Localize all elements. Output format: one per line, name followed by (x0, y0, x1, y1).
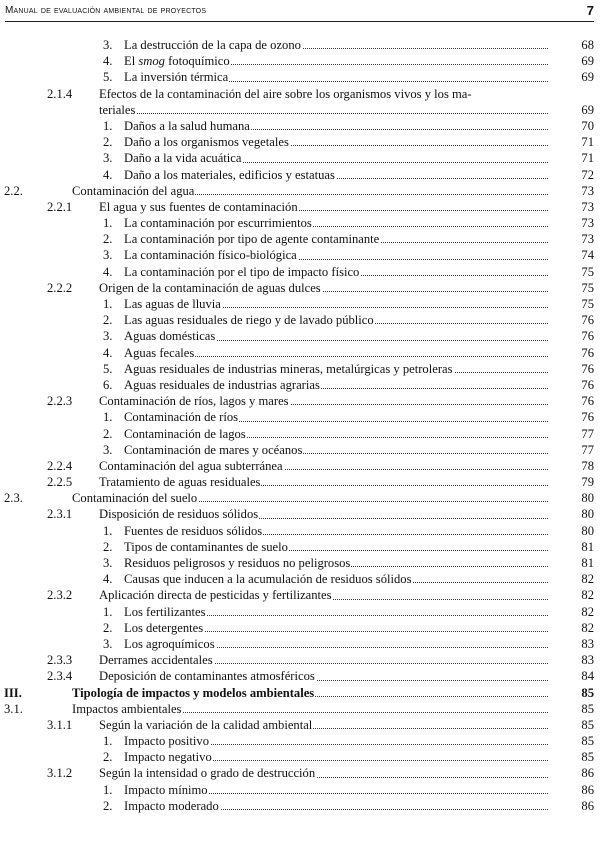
toc-entry-number: 2.3.1 (47, 507, 73, 522)
toc-entry (0, 798, 600, 814)
toc-entry-label: La contaminación por el tipo de impacto físico (124, 264, 550, 280)
toc-entry-label: Los agroquímicos (124, 636, 550, 652)
toc-entry-label: Residuos peligrosos y residuos no peligrosos (124, 555, 550, 571)
toc-entry (0, 668, 600, 684)
toc-entry-page: 84 (581, 669, 594, 684)
toc-entry-label: Impacto negativo (124, 749, 550, 765)
toc-entry (0, 361, 600, 377)
toc-entry (0, 393, 600, 409)
toc-entry-number: 2.2.4 (47, 458, 73, 473)
toc-entry-label: Según la intensidad o grado de destrucción (99, 765, 550, 781)
toc-entry (0, 102, 600, 118)
toc-entry-label: Impacto positivo (124, 733, 550, 749)
toc-entry (0, 377, 600, 393)
toc-entry-page: 80 (581, 491, 594, 506)
toc-entry (0, 328, 600, 344)
toc-entry-number: 2.3.3 (47, 653, 73, 668)
toc-entry-page: 76 (581, 410, 594, 425)
toc-entry-number: 2.3. (4, 491, 23, 506)
toc-entry-page: 74 (581, 248, 594, 263)
toc-entry-page: 77 (581, 426, 594, 441)
toc-entry-number: 3. (103, 248, 113, 263)
toc-entry-label: Aguas residuales de industrias agrarias (124, 377, 550, 393)
toc-entry (0, 118, 600, 134)
toc-entry-label: Contaminación del suelo (72, 490, 550, 506)
toc-entry-label: Contaminación de ríos, lagos y mares (99, 393, 550, 409)
toc-entry (0, 685, 600, 701)
toc-entry-page: 76 (581, 345, 594, 360)
toc-entry-label: Contaminación de mares y océanos (124, 442, 550, 458)
toc-entry-number: 3.1. (4, 701, 23, 716)
toc-entry-page: 71 (581, 135, 594, 150)
toc-entry (0, 86, 600, 102)
toc-entry (0, 701, 600, 717)
toc-entry-label: Tipología de impactos y modelos ambientales (72, 685, 550, 701)
toc-entry (0, 264, 600, 280)
toc-entry-number: 2. (103, 750, 113, 765)
toc-entry-page: 72 (581, 167, 594, 182)
toc-entry-number: 2. (103, 620, 113, 635)
toc-entry-label: Impacto mínimo (124, 782, 550, 798)
toc-entry-page: 79 (581, 475, 594, 490)
toc-entry-page: 73 (581, 199, 594, 214)
toc-entry (0, 183, 600, 199)
toc-entry-number: 2. (103, 135, 113, 150)
toc-entry-number: 2.2.2 (47, 280, 73, 295)
toc-entry-number: 4. (103, 345, 113, 360)
toc-entry (0, 426, 600, 442)
toc-entry-page: 83 (581, 653, 594, 668)
toc-entry-page: 78 (581, 458, 594, 473)
toc-entry-label: Contaminación de ríos (124, 409, 550, 425)
toc-entry-number: 4. (103, 167, 113, 182)
toc-entry-page: 75 (581, 264, 594, 279)
toc-entry-label: Efectos de la contaminación del aire sobre los organismos vivos y los ma- (99, 86, 472, 101)
toc-entry-label: teriales (99, 102, 550, 118)
toc-entry-page: 86 (581, 766, 594, 781)
running-title: Manual de evaluación ambiental de proyectos (5, 5, 207, 16)
toc-entry (0, 652, 600, 668)
toc-entry-number: 5. (103, 361, 113, 376)
toc-entry (0, 506, 600, 522)
toc-entry-number: 2. (103, 313, 113, 328)
toc-entry-label: El agua y sus fuentes de contaminación (99, 199, 550, 215)
toc-entry-label: La destrucción de la capa de ozono (124, 37, 550, 53)
toc-entry-page: 76 (581, 394, 594, 409)
toc-entry-page: 73 (581, 232, 594, 247)
toc-entry-page: 76 (581, 377, 594, 392)
toc-entry (0, 37, 600, 53)
toc-entry-number: 3. (103, 442, 113, 457)
toc-entry-label: Las aguas de lluvia (124, 296, 550, 312)
toc-entry-number: 2. (103, 232, 113, 247)
toc-entry-number: 1. (103, 523, 113, 538)
toc-entry-number: 1. (103, 216, 113, 231)
toc-entry-page: 85 (581, 734, 594, 749)
toc-entry-label: Según la variación de la calidad ambiental (99, 717, 550, 733)
toc-entry-number: 1. (103, 410, 113, 425)
toc-entry-page: 69 (581, 54, 594, 69)
toc-entry-number: 3. (103, 556, 113, 570)
toc-entry-page: 80 (581, 523, 594, 538)
toc-entry-number: 2.2.5 (47, 475, 73, 490)
toc-entry-label: Contaminación de lagos (124, 426, 550, 442)
toc-entry (0, 409, 600, 425)
toc-entry-page: 81 (581, 556, 594, 570)
toc-entry-page: 82 (581, 588, 594, 603)
toc-entry-number: 2. (103, 798, 113, 813)
toc-entry-label: Causas que inducen a la acumulación de residuos sólidos (124, 571, 550, 587)
toc-entry-number: 3.1.1 (47, 717, 73, 732)
toc-entry-number: 2.3.4 (47, 669, 73, 684)
toc-entry-page: 76 (581, 313, 594, 328)
toc-entry-page: 75 (581, 280, 594, 295)
toc-entry (0, 539, 600, 555)
toc-entry-number: 2.3.2 (47, 588, 73, 603)
toc-entry (0, 231, 600, 247)
toc-entry (0, 636, 600, 652)
toc-entry-label: Aguas domésticas (124, 328, 550, 344)
toc-entry-page: 76 (581, 361, 594, 376)
toc-entry (0, 312, 600, 328)
toc-entry-number: 2.2. (4, 183, 23, 198)
toc-entry (0, 134, 600, 150)
toc-entry-label: Deposición de contaminantes atmosféricos (99, 668, 550, 684)
toc-entry-label: Derrames accidentales (99, 652, 550, 668)
toc-entry-number: 2.2.1 (47, 199, 73, 214)
toc-entry (0, 345, 600, 361)
toc-entry (0, 442, 600, 458)
toc-entry-number: 2. (103, 539, 113, 554)
toc-entry-page: 85 (581, 701, 594, 716)
toc-entry-label: Tipos de contaminantes de suelo (124, 539, 550, 555)
toc-entry-page: 85 (581, 717, 594, 732)
toc-entry-number: 3. (103, 329, 113, 344)
toc-entry-page: 82 (581, 572, 594, 587)
toc-entry-number: 1. (103, 782, 113, 797)
toc-entry-page: 73 (581, 216, 594, 231)
toc-entry-label: Tratamiento de aguas residuales (99, 474, 550, 490)
toc-entry-label: Impactos ambientales (72, 701, 550, 717)
toc-entry (0, 474, 600, 490)
toc-entry (0, 215, 600, 231)
toc-entry-label: Los fertilizantes (124, 604, 550, 620)
toc-entry-page: 69 (581, 70, 594, 85)
toc-entry-number: 6. (103, 377, 113, 392)
toc-entry (0, 150, 600, 166)
toc-entry-page: 86 (581, 798, 594, 813)
toc-entry-page: 85 (581, 750, 594, 765)
toc-entry (0, 458, 600, 474)
toc-entry (0, 523, 600, 539)
toc-entry-label: Fuentes de residuos sólidos (124, 523, 550, 539)
toc-entry-label: La contaminación por tipo de agente contaminante (124, 231, 550, 247)
toc-entry-number: 4. (103, 54, 113, 69)
toc-entry (0, 555, 600, 571)
toc-entry-number: 5. (103, 70, 113, 85)
toc-entry (0, 765, 600, 781)
toc-entry-label: Aguas fecales (124, 345, 550, 361)
toc-entry-label: Las aguas residuales de riego y de lavado público (124, 312, 550, 328)
toc-entry (0, 280, 600, 296)
toc-entry (0, 53, 600, 69)
toc-entry (0, 199, 600, 215)
toc-entry-page: 82 (581, 604, 594, 619)
toc-entry-label: El smog fotoquímico (124, 53, 550, 69)
toc-entry-label: Los detergentes (124, 620, 550, 636)
toc-entry-label: Contaminación del agua (72, 183, 550, 199)
toc-entry-page: 75 (581, 297, 594, 311)
toc-entry-label: Daño a la vida acuática (124, 150, 550, 166)
toc-entry-page: 80 (581, 507, 594, 522)
toc-entry-label: La contaminación físico-biológica (124, 247, 550, 263)
toc-entry-label: Daño a los organismos vegetales (124, 134, 550, 150)
toc-entry (0, 733, 600, 749)
toc-entry-page: 77 (581, 442, 594, 457)
toc-entry-number: 4. (103, 264, 113, 279)
toc-entry-number: 1. (103, 734, 113, 749)
toc-entry-label: Disposición de residuos sólidos (99, 506, 550, 522)
toc-entry-page: 82 (581, 620, 594, 635)
toc-entry-page: 81 (581, 539, 594, 554)
toc-entry-label: La inversión térmica (124, 69, 550, 85)
toc-entry-number: 3. (103, 151, 113, 166)
toc-entry-label: Daños a la salud humana (124, 118, 550, 134)
toc-entry-number: 2. (103, 426, 113, 441)
toc-entry-page: 68 (581, 38, 594, 52)
toc-entry (0, 69, 600, 85)
toc-entry-page: 73 (581, 183, 594, 198)
toc-entry-label: Aplicación directa de pesticidas y fertilizantes (99, 587, 550, 603)
toc-entry (0, 717, 600, 733)
toc-entry-number: 4. (103, 572, 113, 587)
toc-entry-number: 2.2.3 (47, 394, 73, 409)
toc-entry-number: 3.1.2 (47, 766, 73, 781)
toc-entry-label: Impacto moderado (124, 798, 550, 814)
toc-entry (0, 604, 600, 620)
toc-entry-number: 1. (103, 297, 113, 311)
toc-entry (0, 167, 600, 183)
toc-entry-label: Daño a los materiales, edificios y estatuas (124, 167, 550, 183)
toc-entry-number: 1. (103, 118, 113, 133)
toc-entry-page: 83 (581, 636, 594, 651)
toc-entry (0, 749, 600, 765)
toc-entry (0, 587, 600, 603)
toc-entry (0, 490, 600, 506)
toc-entry-label: Contaminación del agua subterránea (99, 458, 550, 474)
page-number: 7 (586, 3, 594, 18)
toc-entry (0, 620, 600, 636)
page-header (5, 1, 594, 22)
toc-entry-page: 86 (581, 782, 594, 797)
toc-entry-label: Origen de la contaminación de aguas dulces (99, 280, 550, 296)
toc-entry-page: 69 (581, 102, 594, 117)
toc-entry-page: 70 (581, 118, 594, 133)
toc-entry (0, 571, 600, 587)
table-of-contents (0, 37, 600, 814)
toc-entry (0, 247, 600, 263)
toc-entry-page: 76 (581, 329, 594, 344)
toc-entry-number: 1. (103, 604, 113, 619)
toc-entry-label: La contaminación por escurrimientos (124, 215, 550, 231)
toc-entry (0, 782, 600, 798)
toc-entry (0, 296, 600, 312)
toc-entry-number: 2.1.4 (47, 86, 73, 101)
toc-entry-number: III. (4, 685, 22, 700)
toc-entry-number: 3. (103, 636, 113, 651)
toc-entry-number: 3. (103, 38, 113, 52)
toc-entry-label: Aguas residuales de industrias mineras, metalúrgicas y petroleras (124, 361, 550, 377)
toc-entry-page: 71 (581, 151, 594, 166)
toc-entry-page: 85 (581, 685, 594, 700)
